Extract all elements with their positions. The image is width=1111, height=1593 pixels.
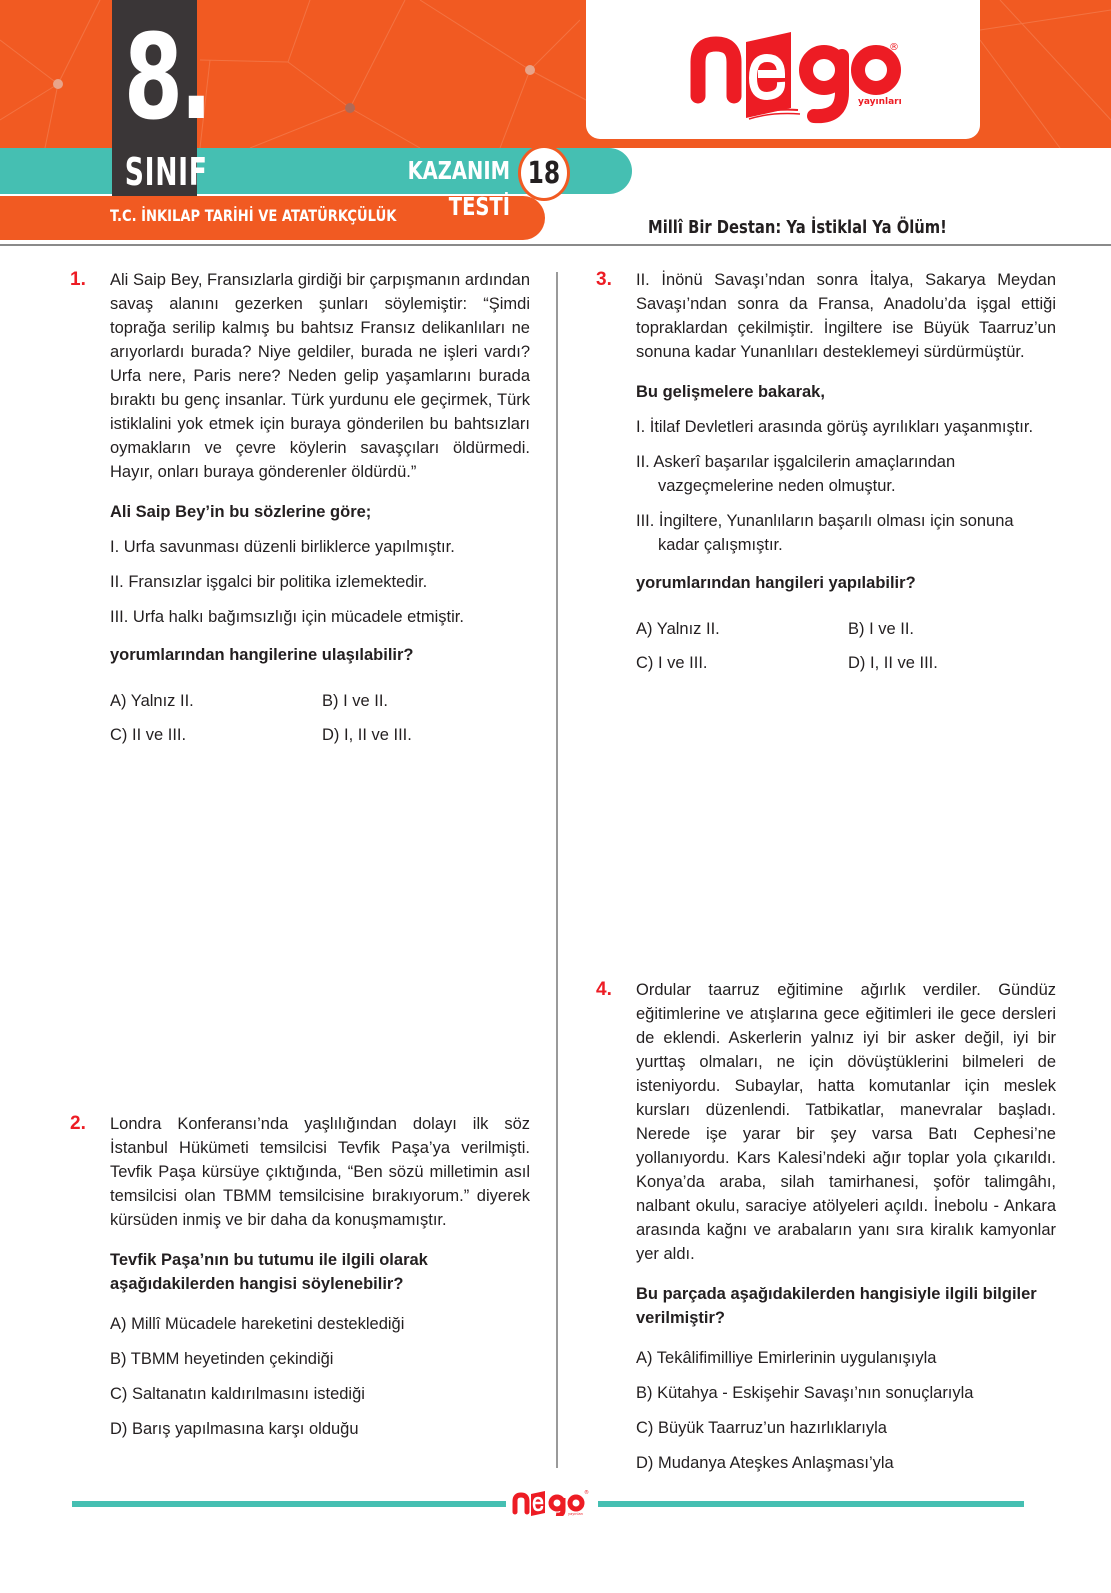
question-number: 2. xyxy=(70,1113,86,1134)
header-divider xyxy=(0,244,1111,246)
option-a[interactable]: A) Tekâlifimilliye Emirlerinin uygulanışıyla xyxy=(636,1349,937,1367)
question-prompt: yorumlarından hangileri yapılabilir? xyxy=(636,574,916,592)
option-a[interactable]: A) Millî Mücadele hareketini desteklediği xyxy=(110,1315,405,1333)
question-prompt: yorumlarından hangilerine ulaşılabilir? xyxy=(110,646,414,664)
question-2 xyxy=(70,1112,530,1441)
question-1 xyxy=(70,268,530,747)
statement-item: III. İngiltere, Yunanlıların başarılı olması için sonuna kadar çalışmıştır. xyxy=(636,512,1014,554)
answer-options xyxy=(110,689,530,747)
question-lead: Ali Saip Bey’in bu sözlerine göre; xyxy=(110,503,372,521)
answer-options xyxy=(110,1312,530,1441)
column-divider xyxy=(556,272,558,1468)
statement-item: II. Askerî başarılar işgalcilerin amaçlarından vazgeçmelerine neden olmuştur. xyxy=(636,453,956,495)
svg-text:®: ® xyxy=(584,1490,589,1496)
question-stem: Ali Saip Bey, Fransızlarla girdiği bir çarpışmanın ardından savaş alanını gezerken şunları söylemiştir: “Şimdi toprağa serilip kalmış bu bahtsız Fransız delikanlıları ne arıyorlardı burada? Niye geldiler, burada ne işleri vardı? Urfa nere, Paris nere? Neden gelip yaşamlarını burada bıraktı bu genç insanlar. Türk yurdunu ele geçirmek, Türk istiklalini yok etmek için buraya gönderilen bu bahtsızları oymakların ve çevre köylerin savaşçıları öldürmedi. Hayır, onları buraya gönderenler öldürdü.” xyxy=(110,271,530,481)
question-number: 3. xyxy=(596,269,612,290)
registered-mark: ® xyxy=(889,42,899,53)
question-prompt: Tevfik Paşa’nın bu tutumu ile ilgili olarak aşağıdakilerden hangisi söylenebilir? xyxy=(110,1251,428,1293)
question-number: 1. xyxy=(70,269,86,290)
option-b[interactable]: B) Kütahya - Eskişehir Savaşı’nın sonuçlarıyla xyxy=(636,1384,974,1402)
test-number-badge xyxy=(518,145,570,201)
answer-options xyxy=(636,617,1056,675)
option-a[interactable]: A) Yalnız II. xyxy=(636,620,720,638)
svg-text:yayınları: yayınları xyxy=(858,97,902,107)
option-c[interactable]: C) Büyük Taarruz’un hazırlıklarıyla xyxy=(636,1419,887,1437)
svg-text:yayınları: yayınları xyxy=(568,1512,584,1516)
publisher-logo-card xyxy=(586,0,980,139)
question-stem: Ordular taarruz eğitimine ağırlık verdiler. Gündüz eğitimlerine ve atışlarına gece eğitimleri ile gece dersleri de eklendi. Askerlerin yalnız iyi bir asker değil, iyi bir yurttaş olmaları, ne için dövüştüklerini bilmeleri de isteniyordu. Subaylar, hatta komutanlar için meslek kursları düzenlendi. Tatbikatlar, manevralar başladı. Nerede işe yarar bir şey varsa Batı Cephesi’ne yollanıyordu. Kars Kalesi’ndeki ağır toplar yola çıkarıldı. Konya’da araba, silah tamirhanesi, şoför talimgâhı, nalbant okulu, saraciye atölyeleri açıldı. İnebolu - Ankara arasında kağnı ve arabaların yanı sıra kiralık kamyonlar yer aldı. xyxy=(636,981,1056,1263)
question-prompt: Bu parçada aşağıdakilerden hangisiyle ilgili bilgiler verilmiştir? xyxy=(636,1285,1037,1327)
footer-line-left xyxy=(72,1501,506,1507)
statement-item: III. Urfa halkı bağımsızlığı için mücadele etmiştir. xyxy=(110,608,464,626)
question-4 xyxy=(596,978,1056,1475)
option-d[interactable]: D) I, II ve III. xyxy=(848,654,938,672)
nego-logo-icon xyxy=(586,0,980,139)
option-d[interactable]: D) Barış yapılmasına karşı olduğu xyxy=(110,1420,359,1438)
option-b[interactable]: B) I ve II. xyxy=(848,620,915,638)
test-number: 18 xyxy=(527,155,561,191)
question-3 xyxy=(596,268,1056,675)
option-c[interactable]: C) Saltanatın kaldırılmasını istediği xyxy=(110,1385,365,1403)
option-d[interactable]: D) I, II ve III. xyxy=(322,726,412,744)
unit-title: Millî Bir Destan: Ya İstiklal Ya Ölüm! xyxy=(648,217,947,238)
option-c[interactable]: C) II ve III. xyxy=(110,726,187,744)
option-d[interactable]: D) Mudanya Ateşkes Anlaşması’yla xyxy=(636,1454,894,1472)
question-stem: II. İnönü Savaşı’ndan sonra İtalya, Sakarya Meydan Savaşı’ndan sonra da Fransa, Anadolu’da işgal ettiği topraklardan çekilmiştir. İngiltere ise Büyük Taarruz’un sonuna kadar Yunanlıları desteklemeyi sürdürmüştür. xyxy=(636,271,1056,361)
footer-line-right xyxy=(598,1501,1024,1507)
option-b[interactable]: B) TBMM heyetinden çekindiği xyxy=(110,1350,334,1368)
question-stem: Londra Konferansı’nda yaşlılığından dolayı ilk söz İstanbul Hükümeti temsilcisi Tevfik Paşa’ya verilmişti. Tevfik Paşa kürsüye çıktığında, “Ben sözü milletimin asıl temsilcisi olan TBMM temsilcisine bırakıyorum.” diyerek kürsüden inmiş ve bir daha da konuşmamıştır. xyxy=(110,1115,530,1229)
grade-number: 8. xyxy=(123,8,210,146)
grade-label: SINIF xyxy=(124,150,208,194)
option-b[interactable]: B) I ve II. xyxy=(322,692,389,710)
statement-item: II. Fransızlar işgalci bir politika izlemektedir. xyxy=(110,573,428,591)
question-lead: Bu gelişmelere bakarak, xyxy=(636,383,825,401)
question-number: 4. xyxy=(596,979,612,1000)
option-c[interactable]: C) I ve III. xyxy=(636,654,708,672)
test-title: KAZANIM TESTİ xyxy=(407,156,510,221)
statement-item: I. İtilaf Devletleri arasında görüş ayrılıkları yaşanmıştır. xyxy=(636,418,1034,436)
footer-nego-logo-icon xyxy=(512,1484,594,1516)
answer-options xyxy=(636,1346,1056,1475)
option-a[interactable]: A) Yalnız II. xyxy=(110,692,194,710)
subject-title: T.C. İNKILAP TARİHİ VE ATATÜRKÇÜLÜK xyxy=(110,206,397,225)
statement-item: I. Urfa savunması düzenli birliklerce yapılmıştır. xyxy=(110,538,455,556)
